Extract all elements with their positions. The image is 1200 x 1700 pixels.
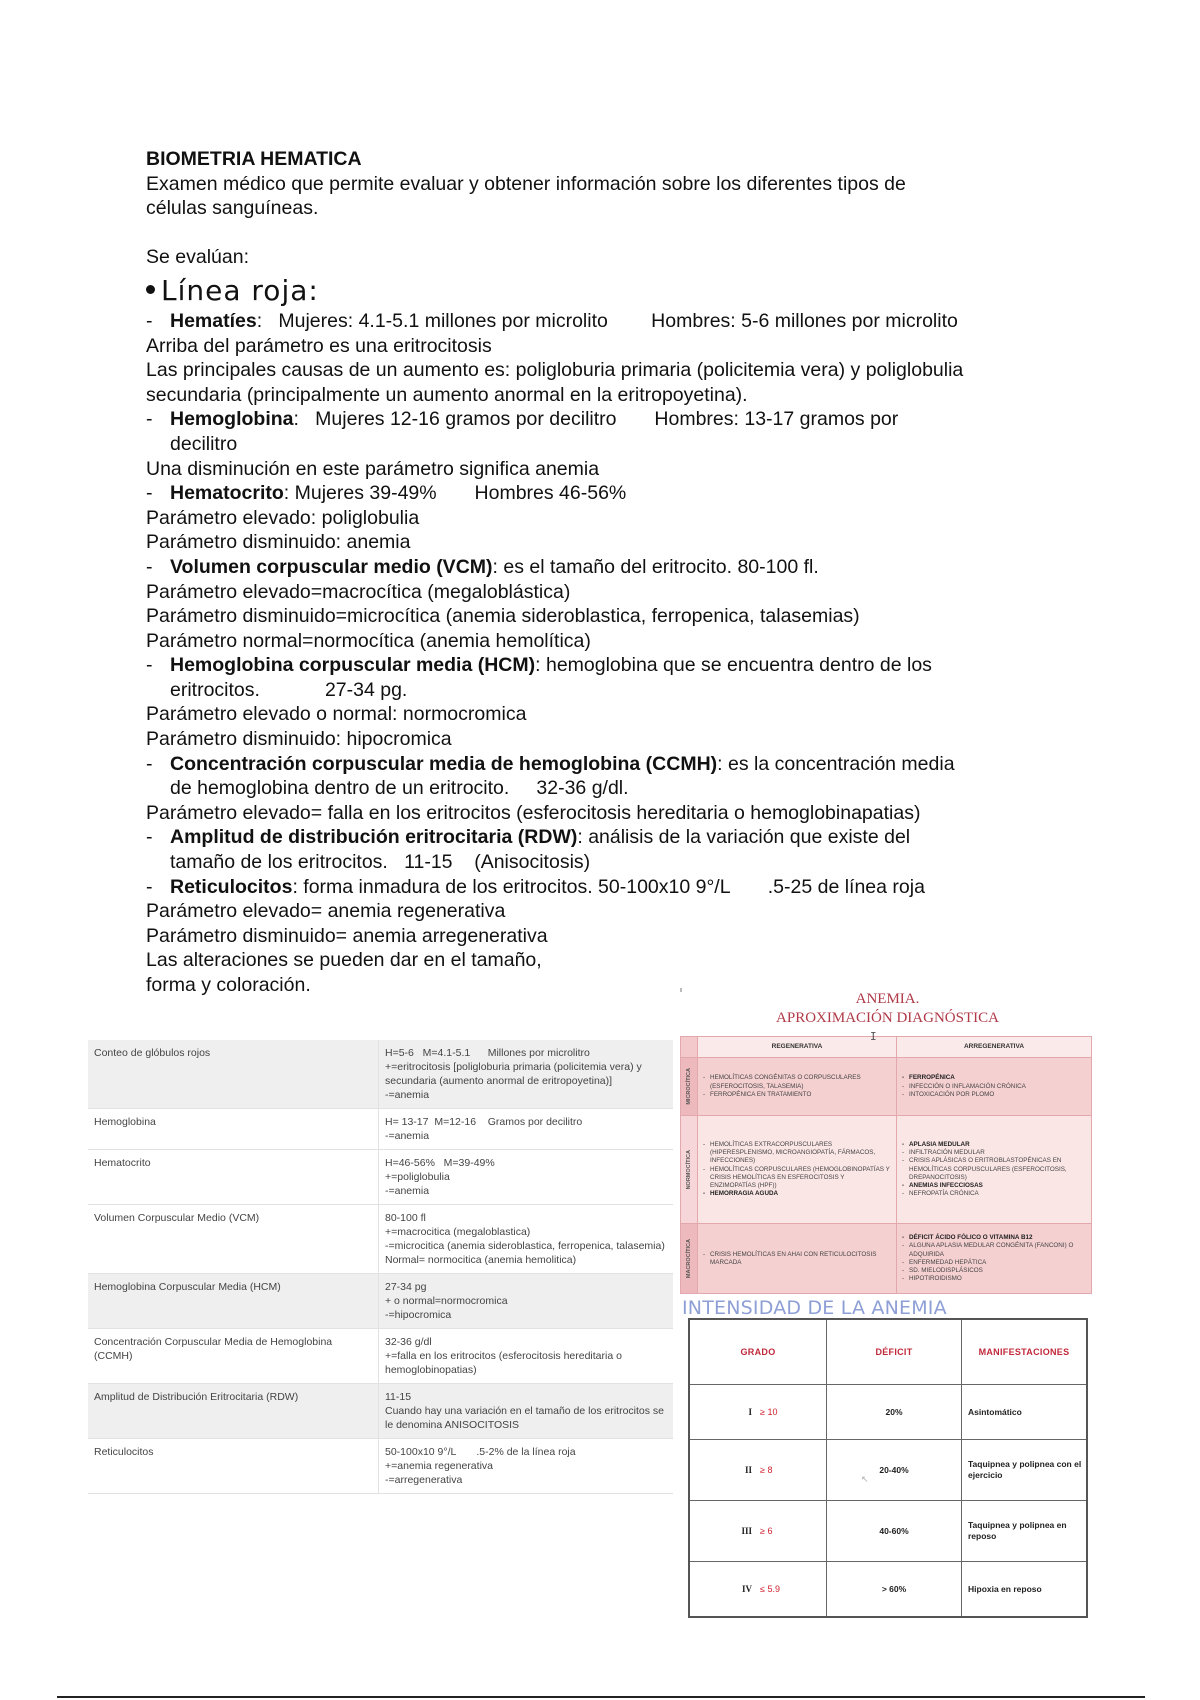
diagnosis-item: - INFECCIÓN O INFLAMACIÓN CRÓNICA [909,1083,1087,1091]
value-line: H= 13-17 M=12-16 Gramos por decilitro [385,1116,583,1128]
diagnostic-row [681,1058,1092,1116]
diagnostic-table [680,1036,1092,1294]
diagnostic-row [681,1116,1092,1224]
diagnosis-item: - FERROPÉNICA EN TRATAMIENTO [710,1091,892,1099]
grade-numeral: IV [741,1584,752,1594]
parameter-value-cell [379,1329,674,1384]
parameter-name-cell: Concentración Corpuscular Media de Hemoglobina (CCMH) [88,1329,379,1384]
table-row [88,1274,673,1329]
value-line: -=anemia [385,1130,430,1142]
parameter-value-cell [379,1205,674,1274]
value-line: -=anemia [385,1089,430,1101]
dash-bullet: - [146,309,153,332]
parameter-description: : es la concentración media [717,752,955,775]
arregenerativa-cell [897,1116,1092,1224]
parameter-continuation: eritrocitos. 27-34 pg. [170,678,408,701]
grade-numeral: III [741,1526,752,1536]
parameter-note: Parámetro disminuido: anemia [146,531,411,554]
parameter-name-cell: Reticulocitos [88,1439,379,1494]
row-label-cell [681,1224,698,1294]
intro-line-1: Examen médico que permite evaluar y obtener información sobre los diferentes tipos de [146,172,906,195]
deficit-cell: 20% [827,1385,962,1440]
diagnosis-item: - HEMOLÍTICAS CONGÉNITAS O CORPUSCULARES (ESFEROCITOSIS, TALASEMIA) [710,1074,892,1090]
value-line: -=hipocromica [385,1309,452,1321]
row-label: MACROCÍTICA [685,1239,692,1279]
parameter-value-cell [379,1040,674,1109]
dash-bullet: - [146,555,153,578]
parameter-label: Concentración corpuscular media de hemoglobina (CCMH) [170,752,718,775]
regenerativa-cell [698,1224,897,1294]
parameter-continuation: decilitro [170,432,238,455]
grade-numeral: I [748,1407,752,1417]
regenerativa-cell [698,1116,897,1224]
diagnosis-item: - ALGUNA APLASIA MEDULAR CONGÉNITA (FANCONI) O ADQUIRIDA [909,1242,1087,1258]
diagnosis-item: - ANEMIAS INFECCIOSAS [909,1182,1087,1190]
parameter-value-cell [379,1150,674,1205]
header-deficit: DÉFICIT [827,1319,962,1385]
parameter-label: Reticulocitos [170,875,293,898]
value-line: Cuando hay una variación en el tamaño de los eritrocitos se le denomina ANISOCITOSIS [385,1405,667,1431]
diagnostic-title-2: APROXIMACIÓN DIAGNÓSTICA [776,1010,999,1026]
diagnosis-item: - INFILTRACIÓN MEDULAR [909,1149,1087,1157]
reference-table [88,1040,673,1494]
row-label: NORMOCÍTICA [685,1149,692,1190]
row-label: MICROCÍTICA [685,1068,692,1106]
parameter-list [146,309,1106,998]
dash-bullet: - [146,408,153,431]
manifestations-cell: Taquipnea y polipnea con el ejercicio [962,1440,1088,1501]
diagnosis-item: - ENFERMEDAD HEPÁTICA [909,1259,1087,1267]
value-line: +=poliglobulia [385,1171,450,1183]
parameter-description: : forma inmadura de los eritrocitos. 50-100x10 9°/L .5-25 de línea roja [292,875,925,898]
parameter-note: Parámetro elevado= anemia regenerativa [146,900,506,923]
diagnosis-item: - HEMOLÍTICAS EXTRACORPUSCULARES (HIPERESPLENISMO, MICROANGIOPATÍA, FÁRMACOS, INFECCIONES) [710,1141,892,1166]
value-line: 27-34 pg [385,1281,427,1293]
document-title: BIOMETRIA HEMATICA [146,148,362,170]
mouse-pointer-icon: ↖ [861,1474,869,1484]
manifestations-cell: Taquipnea y polipnea en reposo [962,1501,1088,1562]
section-heading-linea-roja [146,273,1106,309]
parameter-description: : Mujeres: 4.1-5.1 millones por microlito Hombres: 5-6 millones por microlito [256,309,958,332]
intensity-row [689,1562,1087,1618]
section-heading-text: Línea roja: [161,273,319,307]
table-row [88,1040,673,1109]
parameter-label: Hematíes [170,309,257,332]
intensity-row [689,1501,1087,1562]
page-bottom-rule [57,1696,1145,1698]
regenerativa-cell [698,1058,897,1116]
diagnosis-item: - HIPOTIROIDISMO [909,1275,1087,1283]
hemoglobin-threshold: ≥ 6 [760,1526,773,1536]
value-line: + o normal=normocromica [385,1295,508,1307]
parameter-item [146,825,1106,850]
parameter-note: Parámetro disminuido= anemia arregenerativa [146,924,548,947]
grade-cell [689,1440,827,1501]
manifestations-cell: Asintomático [962,1385,1088,1440]
bullet-icon [146,285,155,294]
parameter-label: Volumen corpuscular medio (VCM) [170,555,493,578]
diagnosis-item: - FERROPÉNICA [909,1074,1087,1082]
parameter-item [146,555,1106,580]
value-line: 80-100 fl [385,1212,426,1224]
intensity-row [689,1440,1087,1501]
header-regenerativa: REGENERATIVA [698,1037,897,1058]
diagnosis-item: - DÉFICIT ÁCIDO FÓLICO O VITAMINA B12 [909,1234,1087,1242]
parameter-note: Parámetro elevado: poliglobulia [146,506,420,529]
diagnosis-item: - HEMOLÍTICAS CORPUSCULARES (HEMOGLOBINOPATÍAS Y CRISIS HEMOLÍTICAS EN ESFEROCITOSIS Y ENZIMOPATÍAS (HPF)) [710,1166,892,1191]
intensity-row [689,1385,1087,1440]
parameter-description: : Mujeres 39-49% Hombres 46-56% [283,482,627,505]
value-line: Normal= normocitica (anemia hemolitica) [385,1254,577,1266]
value-line: H=5-6 M=4.1-5.1 Millones por microlitro [385,1047,590,1059]
notes-section [146,147,1106,998]
deficit-cell: > 60% [827,1562,962,1618]
value-line: -=arregenerativa [385,1474,463,1486]
parameter-note: Parámetro normal=normocítica (anemia hemolítica) [146,629,591,652]
diagnosis-item: - APLASIA MEDULAR [909,1141,1087,1149]
parameter-item [146,407,1106,432]
parameter-value-cell [379,1439,674,1494]
header-manifestaciones: MANIFESTACIONES [962,1319,1088,1385]
parameter-description: : análisis de la variación que existe del [577,826,911,849]
parameter-label: Amplitud de distribución eritrocitaria (RDW) [170,826,578,849]
intro-line-2: células sanguíneas. [146,197,319,220]
value-line: 32-36 g/dl [385,1336,432,1348]
parameter-description: : es el tamaño del eritrocito. 80-100 fl. [492,555,819,578]
grade-cell [689,1562,827,1618]
table-row [88,1205,673,1274]
text-cursor-icon: I [870,1030,877,1043]
grade-cell [689,1501,827,1562]
dash-bullet: - [146,826,153,849]
header-grado: GRADO [689,1319,827,1385]
anemia-diagnostic-chart [680,988,1095,1293]
dash-bullet: - [146,875,153,898]
parameter-note: Parámetro elevado= falla en los eritrocitos (esferocitosis hereditaria o hemoglobinapatias) [146,801,921,824]
value-line: +=eritrocitosis [poligloburia primaria (policitemia vera) y secundaria (aumento anormal de eritropoyetina)] [385,1061,645,1087]
parameter-description: : hemoglobina que se encuentra dentro de los [535,654,932,677]
header-arregenerativa: ARREGENERATIVA [897,1037,1092,1058]
diagnosis-item: - CRISIS APLÁSICAS O ERITROBLASTOPÉNICAS EN HEMOLÍTICAS CORPUSCULARES (ESFEROCITOSIS, DREPANOCITOSIS) [909,1157,1087,1182]
hemoglobin-threshold: ≥ 8 [760,1465,773,1475]
parameter-name-cell: Volumen Corpuscular Medio (VCM) [88,1205,379,1274]
diagnosis-item: - NEFROPATÍA CRÓNICA [909,1190,1087,1198]
value-line: -=microcitica (anemia sideroblastica, ferropenica, talasemia) [385,1240,665,1252]
parameter-name-cell: Hemoglobina [88,1109,379,1150]
deficit-cell: 20-40% [827,1440,962,1501]
hemoglobin-threshold: ≤ 5.9 [760,1584,780,1594]
parameter-note: Parámetro disminuido=microcítica (anemia sideroblastica, ferropenica, talasemias) [146,605,860,628]
value-line: +=anemia regenerativa [385,1460,493,1472]
grade-cell [689,1385,827,1440]
intensity-table [688,1318,1088,1618]
manifestations-cell: Hipoxia en reposo [962,1562,1088,1618]
value-line: 11-15 [385,1391,412,1403]
table-row [88,1329,673,1384]
parameter-note: Una disminución en este parámetro significa anemia [146,457,600,480]
parameter-note: Parámetro disminuido: hipocromica [146,728,452,751]
parameter-description: : Mujeres 12-16 gramos por decilitro Hombres: 13-17 gramos por [293,408,899,431]
parameter-note: secundaria (principalmente un aumento anormal en la eritropoyetina). [146,383,748,406]
value-line: -=anemia [385,1185,430,1197]
row-label-cell [681,1116,698,1224]
arregenerativa-cell [897,1224,1092,1294]
parameter-item [146,481,1106,506]
diagnosis-item: - INTOXICACIÓN POR PLOMO [909,1091,1087,1099]
parameter-item [146,653,1106,678]
intensity-title: INTENSIDAD DE LA ANEMIA [682,1297,947,1319]
parameter-value-cell [379,1109,674,1150]
row-label-cell [681,1058,698,1116]
parameter-continuation: de hemoglobina dentro de un eritrocito. 32-36 g/dl. [170,777,629,800]
table-row [88,1109,673,1150]
parameter-note: Parámetro elevado=macrocítica (megaloblástica) [146,580,571,603]
diagnosis-item: - CRISIS HEMOLÍTICAS EN AHAI CON RETICULOCITOSIS MARCADA [710,1251,892,1267]
value-line: H=46-56% M=39-49% [385,1157,495,1169]
parameter-note: forma y coloración. [146,974,311,996]
parameter-item [146,875,1106,900]
diagnostic-row [681,1224,1092,1294]
deficit-cell: 40-60% [827,1501,962,1562]
parameter-label: Hemoglobina corpuscular media (HCM) [170,654,536,677]
parameter-value-cell [379,1274,674,1329]
parameter-note: Las alteraciones se pueden dar en el tamaño, [146,949,542,972]
parameter-name-cell: Hemoglobina Corpuscular Media (HCM) [88,1274,379,1329]
parameter-name-cell: Amplitud de Distribución Eritrocitaria (RDW) [88,1384,379,1439]
parameter-label: Hemoglobina [170,408,294,431]
value-line: +=macrocitica (megaloblastica) [385,1226,531,1238]
table-row [88,1384,673,1439]
value-line: 50-100x10 9°/L .5-2% de la línea roja [385,1446,576,1458]
arregenerativa-cell [897,1058,1092,1116]
table-row [88,1150,673,1205]
parameter-name-cell: Conteo de glóbulos rojos [88,1040,379,1109]
dash-bullet: - [146,654,153,677]
parameter-item [146,752,1106,777]
hemoglobin-threshold: ≥ 10 [760,1407,778,1417]
parameter-continuation: tamaño de los eritrocitos. 11-15 (Anisocitosis) [170,851,591,874]
table-row [88,1439,673,1494]
parameter-note: Parámetro elevado o normal: normocromica [146,703,527,726]
parameter-value-cell [379,1384,674,1439]
diagnosis-item: - HEMORRAGIA AGUDA [710,1190,892,1198]
value-line: +=falla en los eritrocitos (esferocitosis hereditaria o hemoglobinopatias) [385,1350,625,1376]
corner-cell [681,1037,698,1058]
diagnosis-item: - SD. MIELODISPLÁSICOS [909,1267,1087,1275]
dash-bullet: - [146,482,153,505]
dash-bullet: - [146,752,153,775]
evaluate-label: Se evalúan: [146,246,249,269]
parameter-note: Arriba del parámetro es una eritrocitosis [146,334,492,357]
grade-numeral: II [744,1465,752,1475]
parameter-label: Hematocrito [170,482,284,505]
parameter-item [146,309,1106,334]
parameter-name-cell: Hematocrito [88,1150,379,1205]
diagnostic-title-1: ANEMIA. [855,991,920,1007]
parameter-note: Las principales causas de un aumento es: poligloburia primaria (policitemia vera) y poliglobulia [146,359,964,382]
